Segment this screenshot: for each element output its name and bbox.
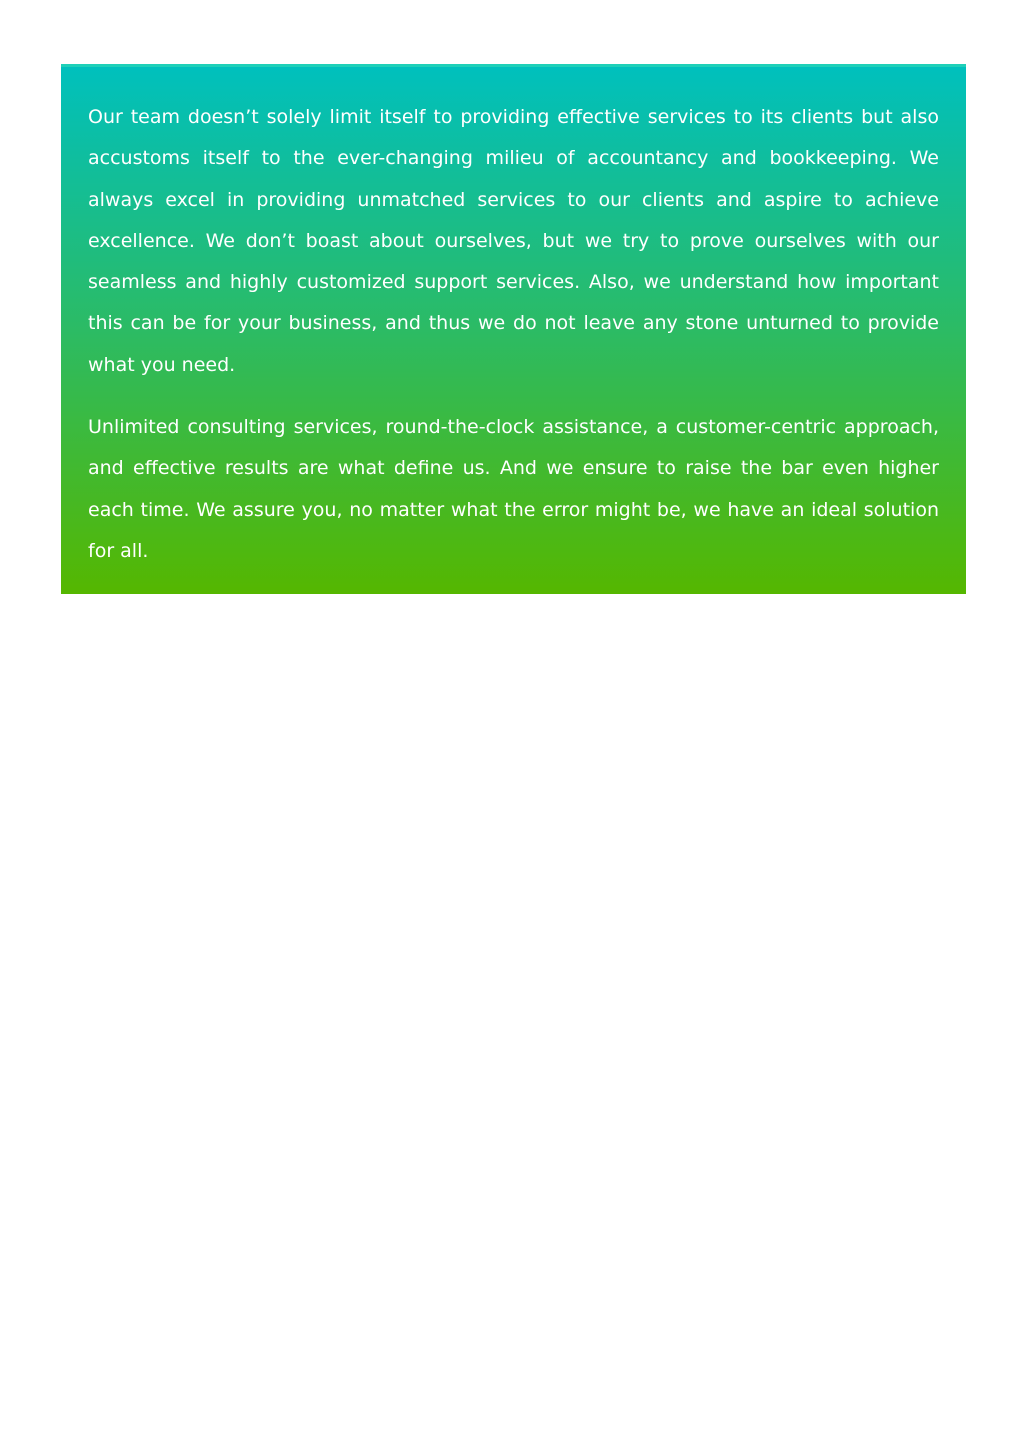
- content-panel: [61, 64, 966, 594]
- paragraph-team-commitment: Our team doesn’t solely limit itself to providing effective services to its clients but also accustoms itself to the ever-changing milieu of accountancy and bookkeeping. We always excel in providing unmatched services to our clients and aspire to achieve excellence. We don’t boast about ourselves, but we try to prove ourselves with our seamless and highly customized support services. Also, we understand how important this can be for your business, and thus we do not leave any stone unturned to provide what you need.: [88, 106, 939, 376]
- paragraph-services-summary: Unlimited consulting services, round-the-clock assistance, a customer-centric approach, and effective results are what define us. And we ensure to raise the bar even higher each time. We assure you, no matter what the error might be, we have an ideal solution for all.: [88, 416, 939, 562]
